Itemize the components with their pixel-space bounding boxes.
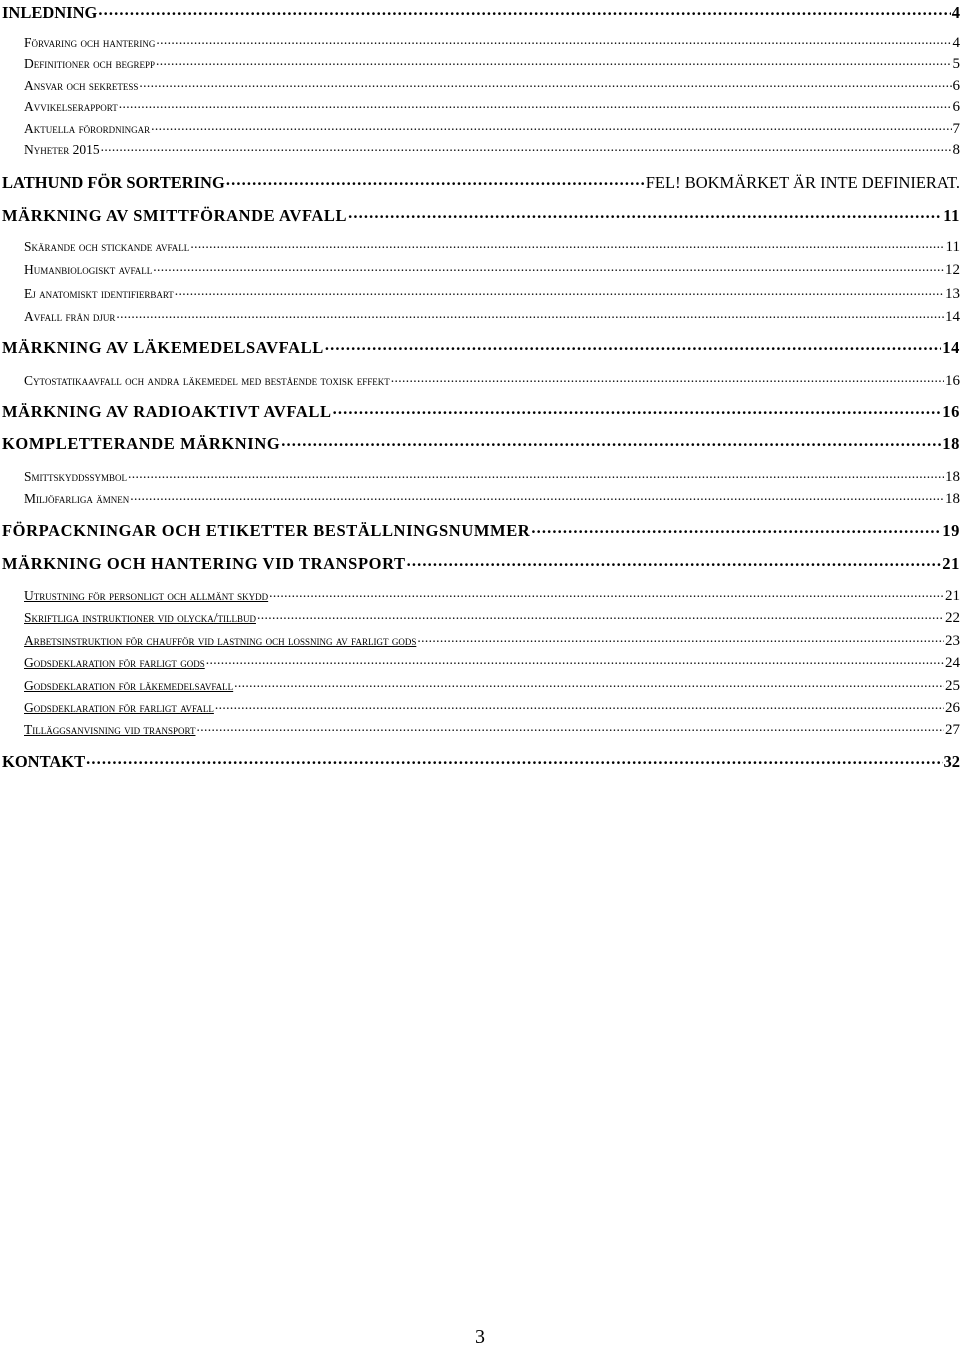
toc-leader-dots: [151, 118, 951, 133]
toc-entry-avfall-fran-djur[interactable]: [2, 306, 960, 326]
toc-entry-title: Tilläggsanvisning vid transport: [24, 722, 195, 738]
toc-entry-page: 25: [945, 678, 960, 695]
toc-leader-dots: [407, 551, 942, 569]
toc-entry-title: MÄRKNING OCH HANTERING VID TRANSPORT: [2, 554, 406, 574]
toc-entry-page: 26: [945, 700, 960, 717]
toc-entry-nyheter[interactable]: [2, 139, 960, 159]
toc-entry-page: 4: [952, 3, 960, 23]
toc-entry-page: 18: [942, 434, 960, 454]
toc-entry-page: 8: [953, 142, 960, 159]
toc-entry-godsdeklaration-farligt-gods[interactable]: [2, 652, 960, 672]
toc-leader-dots: [269, 585, 944, 600]
toc-entry-definitioner[interactable]: [2, 53, 960, 73]
toc-leader-dots: [175, 283, 944, 298]
toc-entry-smittforande[interactable]: [2, 203, 960, 226]
page-number: 3: [0, 1326, 960, 1349]
toc-entry-title: MÄRKNING AV LÄKEMEDELSAVFALL: [2, 338, 324, 358]
toc-leader-dots: [153, 259, 944, 274]
toc-entry-humanbiologiskt[interactable]: [2, 259, 960, 279]
toc-entry-miljofarliga[interactable]: [2, 488, 960, 508]
toc-entry-title: Nyheter 2015: [24, 142, 100, 158]
toc-leader-dots: [128, 466, 944, 481]
toc-entry-title: Ej anatomiskt identifierbart: [24, 286, 174, 302]
toc-entry-page: 4: [953, 35, 960, 52]
toc-entry-page: 19: [942, 521, 960, 541]
toc-leader-dots: [417, 630, 944, 645]
toc-entry-title: MÄRKNING AV RADIOAKTIVT AVFALL: [2, 402, 332, 422]
toc-entry-page: 24: [945, 655, 960, 672]
toc-entry-title: Humanbiologiskt avfall: [24, 262, 152, 278]
toc-leader-dots: [325, 335, 941, 353]
toc-entry-title: KOMPLETTERANDE MÄRKNING: [2, 434, 280, 454]
toc-entry-page: 27: [945, 722, 960, 739]
toc-entry-page: 18: [945, 491, 960, 508]
toc-entry-title: LATHUND FÖR SORTERING: [2, 173, 225, 193]
toc-entry-lathund[interactable]: [2, 170, 960, 193]
toc-leader-dots: [190, 236, 944, 251]
toc-entry-ansvar[interactable]: [2, 75, 960, 95]
toc-entry-title: Aktuella förordningar: [24, 121, 150, 137]
toc-leader-dots: [98, 0, 950, 18]
toc-entry-page: 12: [945, 262, 960, 279]
toc-entry-inledning[interactable]: [2, 0, 960, 23]
toc-entry-kontakt[interactable]: [2, 749, 960, 772]
toc-entry-page: 16: [945, 373, 960, 390]
toc-entry-title: Cytostatikaavfall och andra läkemedel med bestående toxisk effekt: [24, 373, 390, 389]
toc-entry-page: 18: [945, 469, 960, 486]
toc-entry-aktuella-forordningar[interactable]: [2, 118, 960, 138]
toc-entry-title: Skriftliga instruktioner vid olycka/tillbud: [24, 610, 256, 626]
toc-entry-forpackningar[interactable]: [2, 518, 960, 541]
toc-entry-page: 23: [945, 633, 960, 650]
toc-entry-page: 32: [944, 752, 960, 772]
toc-entry-title: Utrustning för personligt och allmänt skydd: [24, 588, 268, 604]
toc-entry-page: 13: [945, 286, 960, 303]
toc-leader-dots: [86, 749, 942, 767]
toc-entry-page: 16: [942, 402, 960, 422]
toc-entry-page: 6: [953, 99, 960, 116]
toc-entry-godsdeklaration-farligt-avfall[interactable]: [2, 697, 960, 717]
toc-leader-dots: [281, 431, 941, 449]
toc-leader-dots: [130, 488, 944, 503]
toc-entry-page: 7: [953, 121, 960, 138]
toc-entry-title: Smittskyddssymbol: [24, 469, 127, 485]
toc-entry-title: MÄRKNING AV SMITTFÖRANDE AVFALL: [2, 206, 347, 226]
toc-leader-dots: [234, 675, 944, 690]
toc-entry-lakemedelsavfall[interactable]: [2, 335, 960, 358]
toc-leader-dots: [215, 697, 944, 712]
toc-entry-page: 6: [953, 78, 960, 95]
toc-entry-tillaggsanvisning[interactable]: [2, 719, 960, 739]
toc-entry-utrustning[interactable]: [2, 585, 960, 605]
toc-entry-page: 21: [942, 554, 960, 574]
toc-entry-title: Miljöfarliga ämnen: [24, 491, 129, 507]
toc-entry-title: Avfall från djur: [24, 309, 115, 325]
toc-leader-dots: [156, 53, 951, 68]
toc-leader-dots: [116, 306, 944, 321]
toc-entry-title: Godsdeklaration för läkemedelsavfall: [24, 678, 233, 694]
toc-entry-page: 22: [945, 610, 960, 627]
toc-leader-dots: [391, 370, 944, 385]
toc-entry-title: FÖRPACKNINGAR OCH ETIKETTER BESTÄLLNINGSNUMMER: [2, 521, 530, 541]
toc-entry-ej-anatomiskt[interactable]: [2, 283, 960, 303]
toc-entry-transport[interactable]: [2, 551, 960, 574]
toc-entry-page: FEL! BOKMÄRKET ÄR INTE DEFINIERAT.: [646, 173, 960, 193]
toc-entry-smittskyddssymbol[interactable]: [2, 466, 960, 486]
toc-entry-page: 11: [943, 206, 960, 226]
toc-leader-dots: [206, 652, 944, 667]
toc-entry-title: Godsdeklaration för farligt gods: [24, 655, 205, 671]
toc-leader-dots: [101, 139, 952, 154]
toc-entry-arbetsinstruktion[interactable]: [2, 630, 960, 650]
toc-entry-title: Godsdeklaration för farligt avfall: [24, 700, 214, 716]
toc-leader-dots: [257, 607, 944, 622]
toc-entry-radioaktivt[interactable]: [2, 399, 960, 422]
toc-entry-kompletterande[interactable]: [2, 431, 960, 454]
toc-entry-title: INLEDNING: [2, 3, 97, 23]
toc-entry-page: 5: [953, 56, 960, 73]
toc-entry-title: Definitioner och begrepp: [24, 56, 155, 72]
toc-entry-skarande[interactable]: [2, 236, 960, 256]
toc-leader-dots: [333, 399, 942, 417]
toc-entry-title: Skärande och stickande avfall: [24, 239, 189, 255]
toc-leader-dots: [196, 719, 944, 734]
toc-entry-title: Avvikelserapport: [24, 99, 118, 115]
toc-entry-page: 14: [945, 309, 960, 326]
toc-entry-page: 11: [946, 239, 960, 256]
toc-entry-cytostatikaavfall[interactable]: [2, 370, 960, 390]
toc-leader-dots: [531, 518, 941, 536]
toc-entry-title: Ansvar och sekretess: [24, 78, 138, 94]
toc-entry-forvaring[interactable]: [2, 32, 960, 52]
toc-entry-title: KONTAKT: [2, 752, 85, 772]
toc-entry-page: 14: [942, 338, 960, 358]
toc-leader-dots: [139, 75, 951, 90]
toc-leader-dots: [226, 170, 645, 188]
toc-leader-dots: [348, 203, 942, 221]
toc-entry-skriftliga-instruktioner[interactable]: [2, 607, 960, 627]
toc-entry-title: Arbetsinstruktion för chaufför vid lastning och lossning av farligt gods: [24, 633, 416, 649]
toc-entry-page: 21: [945, 588, 960, 605]
toc-leader-dots: [119, 96, 952, 111]
toc-entry-title: Förvaring och hantering: [24, 35, 155, 51]
toc-entry-godsdeklaration-lakemedelsavfall[interactable]: [2, 675, 960, 695]
toc-leader-dots: [156, 32, 951, 47]
toc-entry-avvikelserapport[interactable]: [2, 96, 960, 116]
